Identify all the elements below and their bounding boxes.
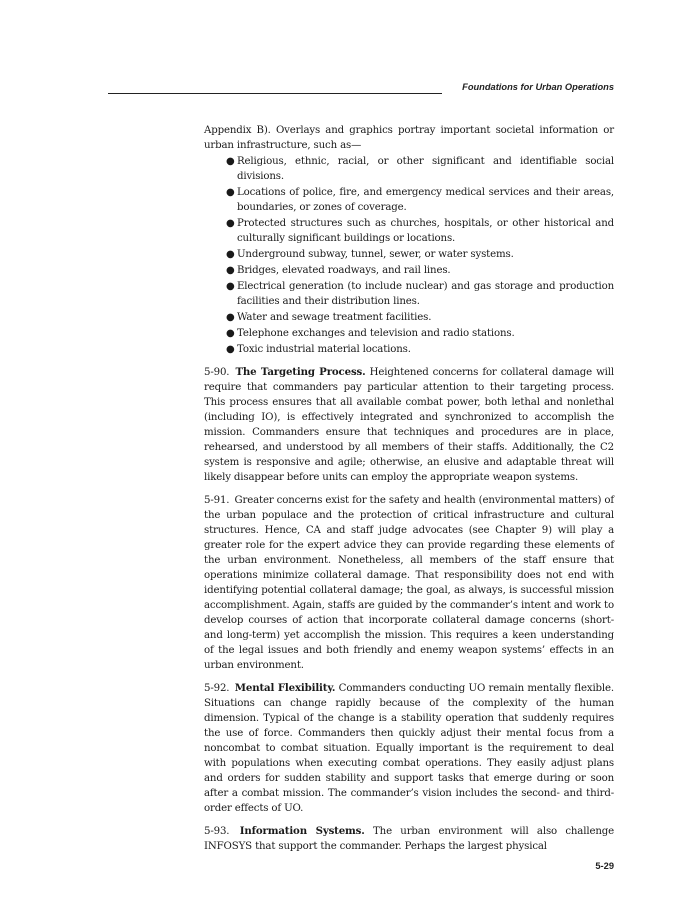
list-item: ● Religious, ethnic, racial, or other significant and identifiable social divisions.: [226, 156, 614, 182]
paragraph-number: 5-93.: [204, 826, 230, 837]
paragraph-text: Greater concerns exist for the safety and health (environmental matters) of the urban populace and the protection of critical infrastructure and cultural structures. Hence, CA and staff judge advocates (see Chapter 9) will play a greater role for the expert advice they can provide regarding these elements of the urban environment. Nonetheless, all members of the staff ensure that operations minimize collateral damage. That responsibility does not end with identifying potential collateral damage; the goal, as always, is successful mission accomplishment. Again, staffs are guided by the commander’s intent and work to develop courses of action that incorporate collateral damage concerns (short- and long-term) yet accomplish the mission. This requires a keen understanding of the legal issues and both friendly and enemy weapon systems’ effects in an urban environment.: [204, 495, 615, 671]
paragraph-number: 5-90.: [204, 367, 230, 378]
list-item: ● Protected structures such as churches, hospitals, or other historical and culturally significant buildings or locations.: [226, 218, 614, 244]
bullet-icon: ●: [226, 328, 235, 339]
bullet-icon: ●: [226, 187, 235, 198]
bullet-icon: ●: [226, 218, 235, 229]
paragraph-heading: Information Systems.: [239, 825, 365, 837]
intro-paragraph: Appendix B). Overlays and graphics portray important societal information or urban infrastructure, such as—: [204, 125, 614, 151]
paragraph-heading: Mental Flexibility.: [234, 682, 336, 694]
paragraph-number: 5-92.: [204, 683, 230, 694]
list-item: ● Telephone exchanges and television and radio stations.: [226, 328, 515, 339]
page-body: [204, 123, 614, 862]
list-item: ● Water and sewage treatment facilities.: [226, 312, 432, 323]
paragraph-5-90: [204, 365, 614, 485]
paragraph-5-93: [204, 824, 614, 854]
bullet-list: [204, 154, 614, 357]
paragraph-5-91: [204, 493, 614, 673]
paragraph-number: 5-91.: [204, 495, 230, 506]
paragraph-5-92: [204, 681, 614, 816]
list-item: ● Bridges, elevated roadways, and rail lines.: [226, 265, 451, 276]
bullet-icon: ●: [226, 265, 235, 276]
paragraph-text: The urban environment will also challenge INFOSYS that support the commander. Perhaps the largest physical: [204, 826, 614, 852]
bullet-icon: ●: [226, 312, 235, 323]
running-header: Foundations for Urban Operations: [462, 82, 614, 92]
header-rule: [108, 93, 442, 94]
bullet-icon: ●: [226, 156, 235, 167]
bullet-icon: ●: [226, 249, 235, 260]
bullet-icon: ●: [226, 281, 235, 292]
paragraph-text: Heightened concerns for collateral damage will require that commanders pay particular attention to their targeting process. This process ensures that all available combat power, both lethal and nonlethal (including IO), is effectively integrated and synchronized to accomplish the mission. Commanders ensure that techniques and procedures are in place, rehearsed, and understood by all members of their staffs. Additionally, the C2 system is responsive and agile; otherwise, an elusive and adaptable threat will likely disappear before units can employ the appropriate weapon systems.: [204, 367, 614, 483]
page-number: 5-29: [595, 861, 614, 871]
paragraph-text: Commanders conducting UO remain mentally flexible. Situations can change rapidly because of the complexity of the human dimension. Typical of the change is a stability operation that suddenly requires the use of force. Commanders then quickly adjust their mental focus from a noncombat to combat situation. Equally important is the requirement to deal with populations when executing combat operations. They easily adjust plans and orders for sudden stability and support tasks that emerge during or soon after a combat mission. The commander’s vision includes the second- and third-order effects of UO.: [204, 683, 614, 814]
list-item: ● Electrical generation (to include nuclear) and gas storage and production facilities and their distribution lines.: [226, 281, 614, 307]
bullet-icon: ●: [226, 344, 235, 355]
paragraph-heading: The Targeting Process.: [235, 366, 366, 378]
list-item: ● Underground subway, tunnel, sewer, or water systems.: [226, 249, 514, 260]
list-item: ● Locations of police, fire, and emergency medical services and their areas, boundaries, or zones of coverage.: [226, 187, 614, 213]
list-item: ● Toxic industrial material locations.: [226, 344, 411, 355]
